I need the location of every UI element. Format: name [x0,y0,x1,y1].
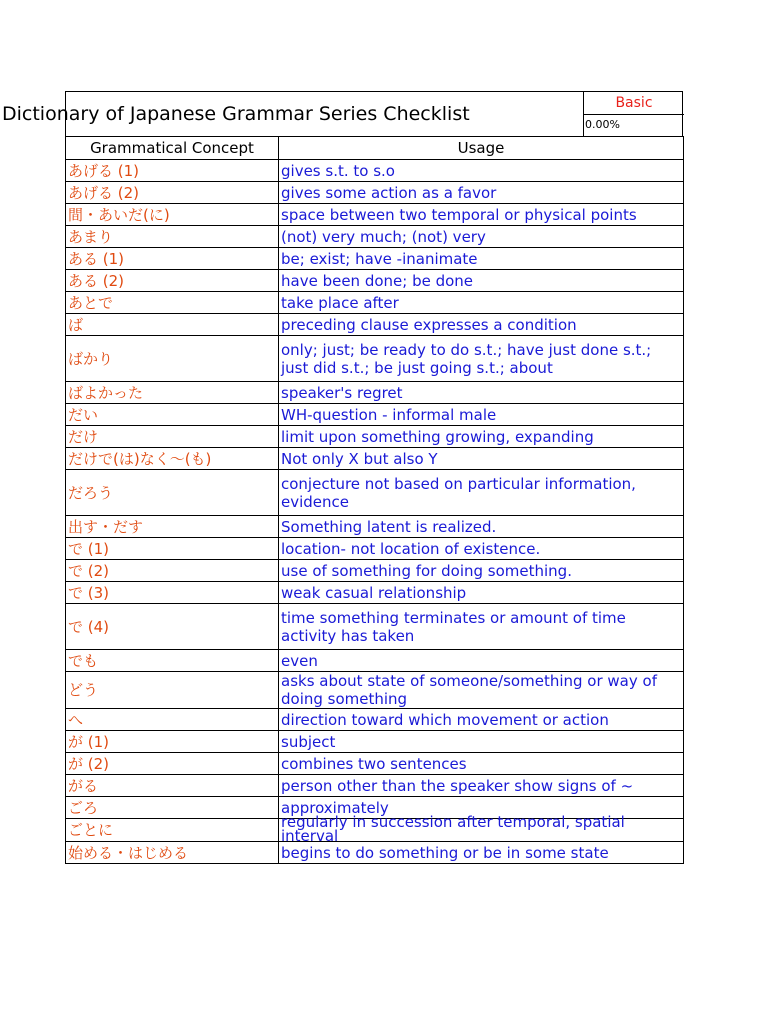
grammar-usage: space between two temporal or physical points [279,204,684,226]
grammar-concept: ある (2) [66,270,279,292]
grammar-usage: location- not location of existence. [279,538,684,560]
table-row [66,292,684,314]
grammar-concept: だけ [66,426,279,448]
grammar-usage: limit upon something growing, expanding [279,426,684,448]
table-row [66,314,684,336]
grammar-concept: ば [66,314,279,336]
table-row [66,248,684,270]
grammar-usage: use of something for doing something. [279,560,684,582]
grammar-concept: で (4) [66,604,279,650]
table-row [66,160,684,182]
grammar-usage: subject [279,731,684,753]
grammar-usage: be; exist; have -inanimate [279,248,684,270]
grammar-usage: weak casual relationship [279,582,684,604]
grammar-concept: が (2) [66,753,279,775]
grammar-usage: speaker's regret [279,382,684,404]
table-row [66,336,684,382]
grammar-usage: person other than the speaker show signs of ~ [279,775,684,797]
table-row [66,404,684,426]
grammar-concept: で (2) [66,560,279,582]
grammar-concept: ばよかった [66,382,279,404]
grammar-usage: Not only X but also Y [279,448,684,470]
grammar-usage: even [279,650,684,672]
grammar-usage: conjecture not based on particular information, evidence [279,470,684,516]
table-row [66,204,684,226]
table-row [66,842,684,864]
table-row [66,604,684,650]
table-row [66,448,684,470]
grammar-usage: direction toward which movement or action [279,709,684,731]
level-box [583,92,684,136]
grammar-concept: ごとに [66,819,279,842]
table-row [66,775,684,797]
grammar-concept: あまり [66,226,279,248]
grammar-concept: あげる (1) [66,160,279,182]
grammar-usage: begins to do something or be in some state [279,842,684,864]
table-row [66,226,684,248]
grammar-usage: asks about state of someone/something or way of doing something [279,672,684,709]
grammar-usage: (not) very much; (not) very [279,226,684,248]
table-row [66,538,684,560]
grammar-concept: 間・あいだ(に) [66,204,279,226]
table-row [66,516,684,538]
grammar-concept: どう [66,672,279,709]
grammar-table [65,136,684,864]
grammar-concept: 出す・だす [66,516,279,538]
grammar-concept: で (3) [66,582,279,604]
concept-header: Grammatical Concept [66,137,279,160]
checklist-sheet [2,91,683,864]
grammar-concept: 始める・はじめる [66,842,279,864]
grammar-concept: で (1) [66,538,279,560]
title-row [2,91,683,136]
grammar-usage: WH-question - informal male [279,404,684,426]
progress-percent: 0.00% [585,118,620,131]
sheet-title: Dictionary of Japanese Grammar Series Checklist [2,103,470,125]
grammar-concept: だい [66,404,279,426]
grammar-concept: へ [66,709,279,731]
level-label: Basic [584,92,684,115]
grammar-usage: take place after [279,292,684,314]
grammar-concept: ごろ [66,797,279,819]
grammar-concept: あとで [66,292,279,314]
grammar-usage: approximately [279,797,684,819]
table-row [66,731,684,753]
table-row [66,426,684,448]
grammar-usage: time something terminates or amount of time activity has taken [279,604,684,650]
grammar-usage: have been done; be done [279,270,684,292]
grammar-concept: あげる (2) [66,182,279,204]
grammar-concept: ばかり [66,336,279,382]
table-row [66,582,684,604]
usage-header: Usage [279,137,684,160]
grammar-usage: gives s.t. to s.o [279,160,684,182]
grammar-usage: preceding clause expresses a condition [279,314,684,336]
grammar-concept: でも [66,650,279,672]
table-row [66,382,684,404]
grammar-concept: だろう [66,470,279,516]
table-row [66,709,684,731]
grammar-concept: がる [66,775,279,797]
table-row [66,182,684,204]
table-row [66,470,684,516]
grammar-usage: gives some action as a favor [279,182,684,204]
grammar-usage: Something latent is realized. [279,516,684,538]
grammar-concept: ある (1) [66,248,279,270]
grammar-usage: only; just; be ready to do s.t.; have just done s.t.; just did s.t.; be just going s.t.; about [279,336,684,382]
table-row [66,672,684,709]
grammar-usage: combines two sentences [279,753,684,775]
table-row [66,819,684,842]
table-row [66,270,684,292]
table-row [66,560,684,582]
header-row [66,137,684,160]
grammar-concept: だけで(は)なく〜(も) [66,448,279,470]
table-row [66,753,684,775]
grammar-usage: regularly in succession after temporal, spatial interval [279,819,684,842]
grammar-concept: が (1) [66,731,279,753]
table-row [66,650,684,672]
